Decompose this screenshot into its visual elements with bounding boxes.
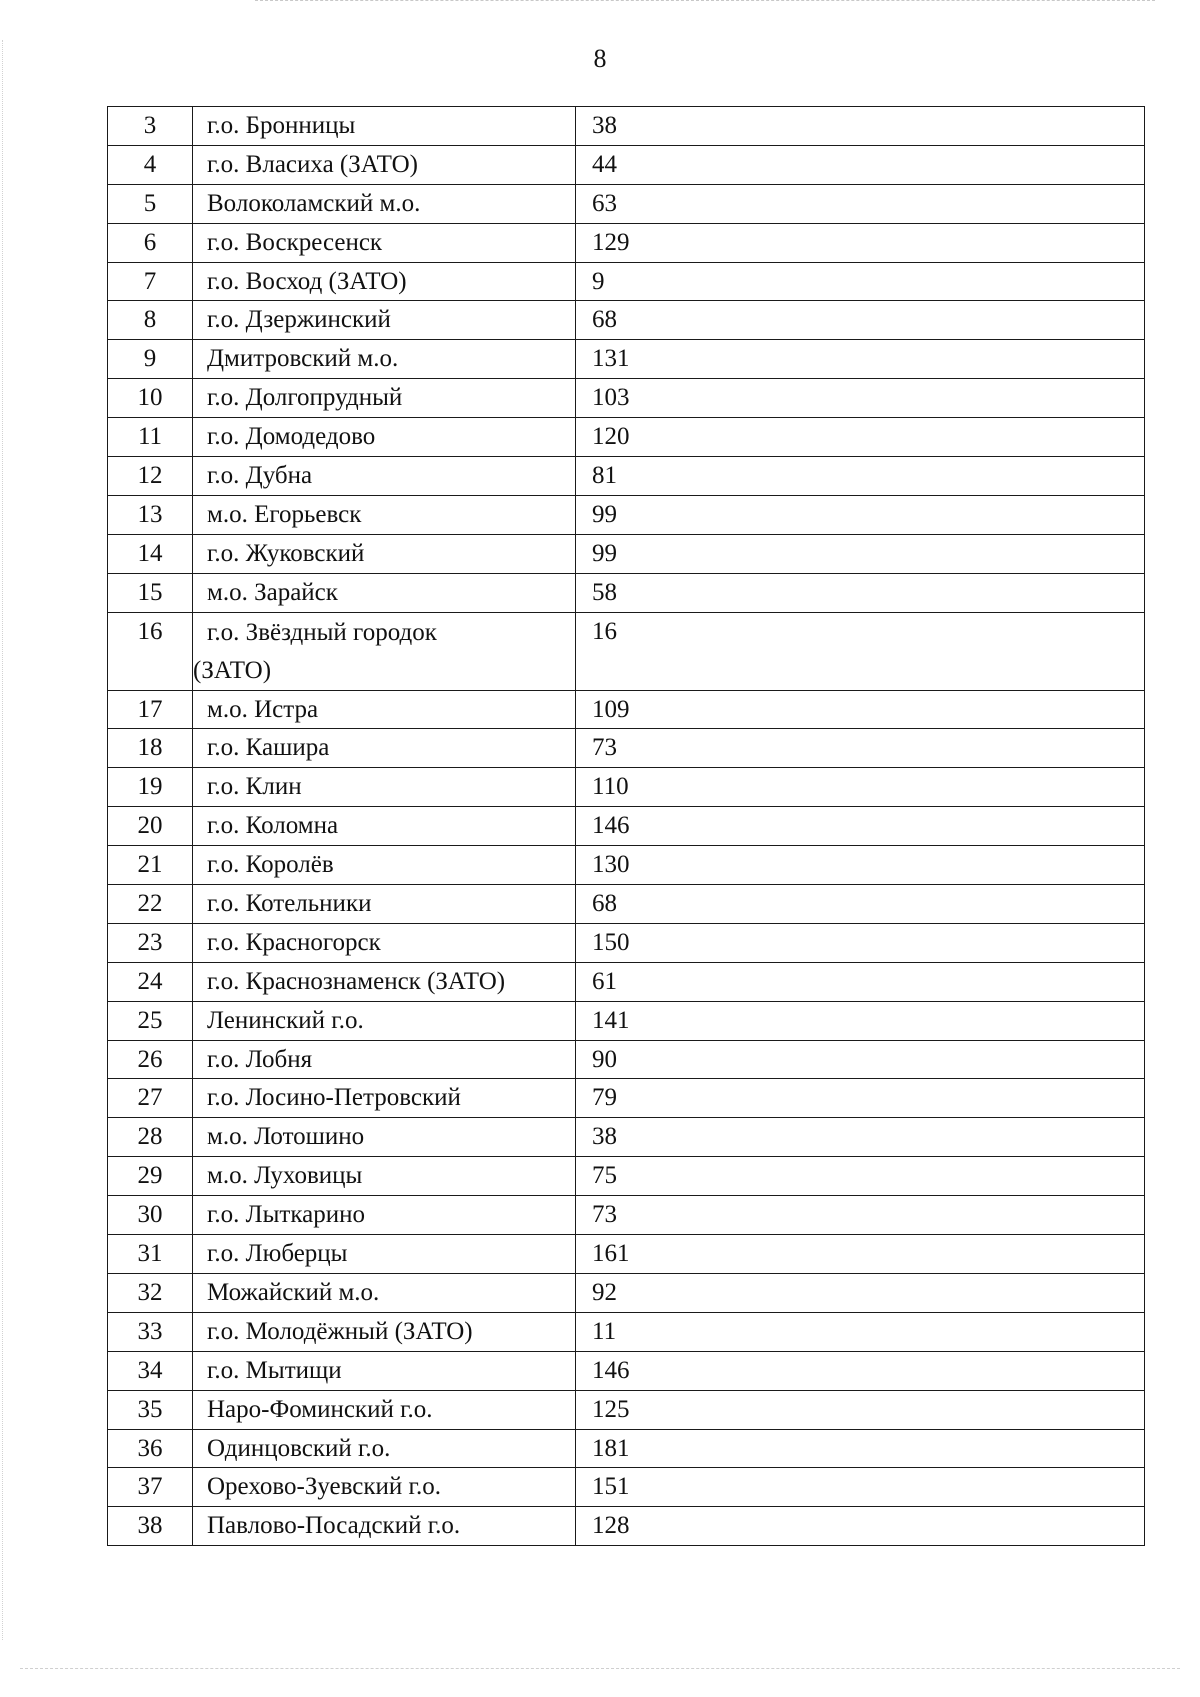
municipality-name — [193, 145, 576, 184]
row-value — [576, 885, 1145, 924]
row-value-text: 141 — [592, 1006, 630, 1034]
row-number-text: 17 — [137, 695, 163, 723]
row-value — [576, 1118, 1145, 1157]
row-value — [576, 1429, 1145, 1468]
row-value-text: 146 — [592, 812, 630, 840]
municipality-name-text: г.о. Лобня — [207, 1045, 313, 1073]
municipality-name-text: г.о. Лосино-Петровский — [207, 1084, 461, 1112]
row-value — [576, 107, 1145, 146]
row-value — [576, 1040, 1145, 1079]
row-number — [108, 1040, 193, 1079]
row-value — [576, 1273, 1145, 1312]
row-value-text: 90 — [592, 1045, 617, 1073]
table-row — [108, 223, 1145, 262]
municipality-name — [193, 223, 576, 262]
row-number — [108, 379, 193, 418]
municipality-name-text: г.о. Кашира — [207, 734, 330, 762]
row-number-text: 13 — [137, 500, 163, 528]
row-value — [576, 846, 1145, 885]
municipality-name-text: г.о. Молодёжный (ЗАТО) — [207, 1317, 473, 1345]
municipality-name — [193, 885, 576, 924]
municipality-name-text: Одинцовский г.о. — [207, 1434, 391, 1462]
row-value-text: 129 — [592, 228, 630, 256]
table-row — [108, 1196, 1145, 1235]
table-row — [108, 107, 1145, 146]
municipality-name-text: г.о. Котельники — [207, 890, 372, 918]
row-number-text: 6 — [143, 228, 157, 256]
municipality-name-text: г.о. Долгопрудный — [207, 384, 403, 412]
table-row — [108, 1118, 1145, 1157]
row-number — [108, 729, 193, 768]
row-number-text: 11 — [137, 423, 163, 451]
municipality-name — [193, 1235, 576, 1274]
row-value — [576, 768, 1145, 807]
row-number — [108, 1351, 193, 1390]
row-number — [108, 145, 193, 184]
table-row — [108, 729, 1145, 768]
row-number — [108, 612, 193, 690]
municipality-name — [193, 923, 576, 962]
row-value — [576, 1390, 1145, 1429]
municipality-name — [193, 573, 576, 612]
municipality-name — [193, 768, 576, 807]
row-value-text: 128 — [592, 1512, 630, 1540]
municipality-name — [193, 1118, 576, 1157]
municipality-name — [193, 1273, 576, 1312]
municipality-name-text: г.о. Королёв — [207, 851, 334, 879]
municipality-name-text: г.о. Коломна — [207, 812, 339, 840]
row-value — [576, 418, 1145, 457]
row-value-text: 130 — [592, 851, 630, 879]
municipality-name — [193, 1040, 576, 1079]
row-number — [108, 1001, 193, 1040]
row-value-text: 16 — [592, 617, 617, 645]
municipality-name — [193, 1468, 576, 1507]
table-row — [108, 1351, 1145, 1390]
row-number — [108, 768, 193, 807]
row-number — [108, 962, 193, 1001]
row-number — [108, 1196, 193, 1235]
row-number-text: 36 — [137, 1434, 163, 1462]
row-value — [576, 457, 1145, 496]
row-value-text: 58 — [592, 578, 617, 606]
row-number-text: 14 — [137, 539, 163, 567]
municipality-name — [193, 1429, 576, 1468]
row-value-text: 75 — [592, 1162, 617, 1190]
municipality-name — [193, 729, 576, 768]
row-number — [108, 846, 193, 885]
row-value-text: 109 — [592, 695, 630, 723]
row-value-text: 73 — [592, 1201, 617, 1229]
municipality-name — [193, 1507, 576, 1546]
row-number-text: 31 — [137, 1240, 163, 1268]
table-row — [108, 846, 1145, 885]
row-number-text: 5 — [143, 189, 157, 217]
municipality-name — [193, 690, 576, 729]
table-row — [108, 923, 1145, 962]
row-value — [576, 1507, 1145, 1546]
municipality-name-text: Ленинский г.о. — [207, 1006, 364, 1034]
municipality-name-line1: г.о. Звёздный городок — [207, 618, 437, 646]
row-number-text: 23 — [137, 928, 163, 956]
row-number — [108, 184, 193, 223]
row-value — [576, 962, 1145, 1001]
row-value — [576, 495, 1145, 534]
municipality-name-text: Можайский м.о. — [207, 1278, 380, 1306]
municipality-name-text: Волоколамский м.о. — [207, 189, 421, 217]
row-number — [108, 573, 193, 612]
table-row — [108, 1001, 1145, 1040]
row-value-text: 120 — [592, 423, 630, 451]
municipality-name-text: м.о. Егорьевск — [207, 500, 362, 528]
row-number-text: 30 — [137, 1201, 163, 1229]
municipality-name — [193, 1196, 576, 1235]
row-value — [576, 184, 1145, 223]
municipality-name — [193, 1001, 576, 1040]
row-value-text: 125 — [592, 1395, 630, 1423]
table-row — [108, 885, 1145, 924]
municipality-name — [193, 184, 576, 223]
row-value — [576, 729, 1145, 768]
municipality-name-text: м.о. Истра — [207, 695, 319, 723]
table-row — [108, 690, 1145, 729]
row-value — [576, 807, 1145, 846]
row-value — [576, 145, 1145, 184]
row-value — [576, 1468, 1145, 1507]
row-value — [576, 1351, 1145, 1390]
row-value — [576, 534, 1145, 573]
municipality-name-text: г.о. Красногорск — [207, 928, 381, 956]
row-number — [108, 923, 193, 962]
row-number-text: 4 — [143, 150, 157, 178]
row-number-text: 37 — [137, 1473, 163, 1501]
table-row — [108, 184, 1145, 223]
row-value-text: 44 — [592, 150, 617, 178]
row-number — [108, 223, 193, 262]
row-number-text: 8 — [143, 306, 157, 334]
scan-edge-bottom — [20, 1668, 1180, 1669]
municipality-name-text: г.о. Бронницы — [207, 112, 356, 139]
municipality-name-text: м.о. Зарайск — [207, 578, 338, 606]
row-number-text: 28 — [137, 1123, 163, 1151]
municipality-name — [193, 495, 576, 534]
municipality-table — [107, 106, 1145, 1546]
table-row — [108, 612, 1145, 690]
municipality-name — [193, 534, 576, 573]
table-row — [108, 1390, 1145, 1429]
municipality-name — [193, 457, 576, 496]
municipality-name-text: м.о. Луховицы — [207, 1162, 363, 1190]
municipality-name-text: г.о. Домодедово — [207, 423, 376, 451]
row-number-text: 12 — [137, 462, 163, 490]
row-number — [108, 1273, 193, 1312]
municipality-name-text: г.о. Краснознаменск (ЗАТО) — [207, 967, 506, 995]
row-value — [576, 1157, 1145, 1196]
row-value — [576, 340, 1145, 379]
row-value — [576, 612, 1145, 690]
municipality-name — [193, 807, 576, 846]
row-number-text: 38 — [137, 1512, 163, 1540]
table-row — [108, 301, 1145, 340]
row-number-text: 18 — [137, 734, 163, 762]
municipality-name-text: г.о. Мытищи — [207, 1356, 342, 1384]
municipality-name-text: Дмитровский м.о. — [207, 345, 399, 373]
municipality-name-text: г.о. Лыткарино — [207, 1201, 365, 1229]
municipality-name — [193, 301, 576, 340]
table-row — [108, 1157, 1145, 1196]
page-number: 8 — [593, 44, 607, 73]
municipality-name-text: Наро-Фоминский г.о. — [207, 1395, 433, 1423]
row-value-text: 38 — [592, 1123, 617, 1151]
row-number-text: 21 — [137, 851, 163, 879]
row-number-text: 32 — [137, 1278, 163, 1306]
municipality-name — [193, 1390, 576, 1429]
row-number-text: 7 — [143, 267, 157, 295]
scan-edge-top — [255, 0, 1155, 1]
row-number-text: 29 — [137, 1162, 163, 1190]
table-row — [108, 534, 1145, 573]
row-value-text: 103 — [592, 384, 630, 412]
row-value-text: 181 — [592, 1434, 630, 1462]
row-value — [576, 223, 1145, 262]
row-value-text: 161 — [592, 1240, 630, 1268]
row-value-text: 63 — [592, 189, 617, 217]
row-value-text: 68 — [592, 306, 617, 334]
row-value-text: 81 — [592, 462, 617, 490]
row-number — [108, 1390, 193, 1429]
municipality-name-text: м.о. Лотошино — [207, 1123, 365, 1151]
row-number — [108, 1118, 193, 1157]
row-number — [108, 1507, 193, 1546]
scan-edge-left — [2, 40, 3, 1640]
row-number — [108, 534, 193, 573]
row-value — [576, 1235, 1145, 1274]
municipality-name — [193, 1079, 576, 1118]
row-value — [576, 1001, 1145, 1040]
municipality-name — [193, 1157, 576, 1196]
row-number — [108, 690, 193, 729]
row-number-text: 34 — [137, 1356, 163, 1384]
table-row — [108, 1273, 1145, 1312]
table-row — [108, 1312, 1145, 1351]
municipality-name-line2: (ЗАТО) — [193, 656, 272, 684]
row-number — [108, 457, 193, 496]
row-number — [108, 495, 193, 534]
row-value — [576, 690, 1145, 729]
row-number — [108, 807, 193, 846]
row-number-text: 22 — [137, 890, 163, 918]
table-row — [108, 807, 1145, 846]
table-row — [108, 379, 1145, 418]
municipality-name — [193, 962, 576, 1001]
municipality-name-text: г.о. Люберцы — [207, 1240, 348, 1268]
table-row — [108, 962, 1145, 1001]
municipality-name-text: г.о. Воскресенск — [207, 228, 383, 256]
row-value — [576, 923, 1145, 962]
table-row — [108, 495, 1145, 534]
municipality-name — [193, 846, 576, 885]
municipality-name-text: г.о. Восход (ЗАТО) — [207, 267, 407, 295]
row-value — [576, 1079, 1145, 1118]
row-value-text: 151 — [592, 1473, 630, 1501]
table-row — [108, 1079, 1145, 1118]
row-number — [108, 1468, 193, 1507]
municipality-name-text: г.о. Клин — [207, 773, 302, 801]
municipality-name — [193, 262, 576, 301]
row-value-text: 92 — [592, 1278, 617, 1306]
row-number-text: 33 — [137, 1317, 163, 1345]
row-number — [108, 1235, 193, 1274]
row-number-text: 10 — [137, 384, 163, 412]
row-number-text: 35 — [137, 1395, 163, 1423]
row-number-text: 16 — [137, 617, 163, 645]
table-row — [108, 1468, 1145, 1507]
row-value-text: 61 — [592, 967, 617, 995]
row-number — [108, 262, 193, 301]
row-number-text: 27 — [137, 1084, 163, 1112]
row-value-text: 99 — [592, 500, 617, 528]
row-value — [576, 379, 1145, 418]
row-number — [108, 107, 193, 146]
municipality-name — [193, 1351, 576, 1390]
row-number-text: 3 — [143, 112, 157, 139]
municipality-name — [193, 612, 576, 690]
table-row — [108, 768, 1145, 807]
municipality-name — [193, 418, 576, 457]
municipality-name — [193, 107, 576, 146]
row-value-text: 9 — [592, 267, 605, 295]
municipality-name-text: Павлово-Посадский г.о. — [207, 1512, 461, 1540]
row-value-text: 68 — [592, 890, 617, 918]
row-value-text: 146 — [592, 1356, 630, 1384]
table-row — [108, 145, 1145, 184]
row-value — [576, 301, 1145, 340]
row-number-text: 24 — [137, 967, 163, 995]
municipality-name-text: г.о. Власиха (ЗАТО) — [207, 150, 418, 178]
row-value-text: 150 — [592, 928, 630, 956]
row-value — [576, 262, 1145, 301]
table-row — [108, 1235, 1145, 1274]
row-value-text: 131 — [592, 345, 630, 373]
row-number — [108, 418, 193, 457]
row-number — [108, 1079, 193, 1118]
row-value-text: 110 — [592, 773, 629, 801]
municipality-name — [193, 340, 576, 379]
table-row — [108, 418, 1145, 457]
table-row — [108, 340, 1145, 379]
row-number — [108, 301, 193, 340]
row-number — [108, 1429, 193, 1468]
row-number-text: 9 — [143, 345, 157, 373]
table-row — [108, 1507, 1145, 1546]
municipality-name-text: г.о. Жуковский — [207, 539, 365, 567]
row-value — [576, 1312, 1145, 1351]
row-number-text: 19 — [137, 773, 163, 801]
row-value-text: 73 — [592, 734, 617, 762]
row-number — [108, 1157, 193, 1196]
row-value — [576, 1196, 1145, 1235]
table-row — [108, 573, 1145, 612]
table-row — [108, 1429, 1145, 1468]
table-row — [108, 262, 1145, 301]
row-value-text: 11 — [592, 1317, 617, 1345]
table-row — [108, 457, 1145, 496]
municipality-name-text: г.о. Дубна — [207, 462, 313, 490]
row-value-text: 99 — [592, 539, 617, 567]
row-number — [108, 885, 193, 924]
row-value-text: 38 — [592, 112, 617, 139]
municipality-name — [193, 1312, 576, 1351]
row-number — [108, 340, 193, 379]
row-value — [576, 573, 1145, 612]
row-number-text: 15 — [137, 578, 163, 606]
row-number-text: 26 — [137, 1045, 163, 1073]
row-value-text: 79 — [592, 1084, 617, 1112]
municipality-name-text: г.о. Дзержинский — [207, 306, 391, 334]
row-number-text: 25 — [137, 1006, 163, 1034]
row-number — [108, 1312, 193, 1351]
municipality-name — [193, 379, 576, 418]
row-number-text: 20 — [137, 812, 163, 840]
table-row — [108, 1040, 1145, 1079]
municipality-name-text: Орехово-Зуевский г.о. — [207, 1473, 441, 1501]
